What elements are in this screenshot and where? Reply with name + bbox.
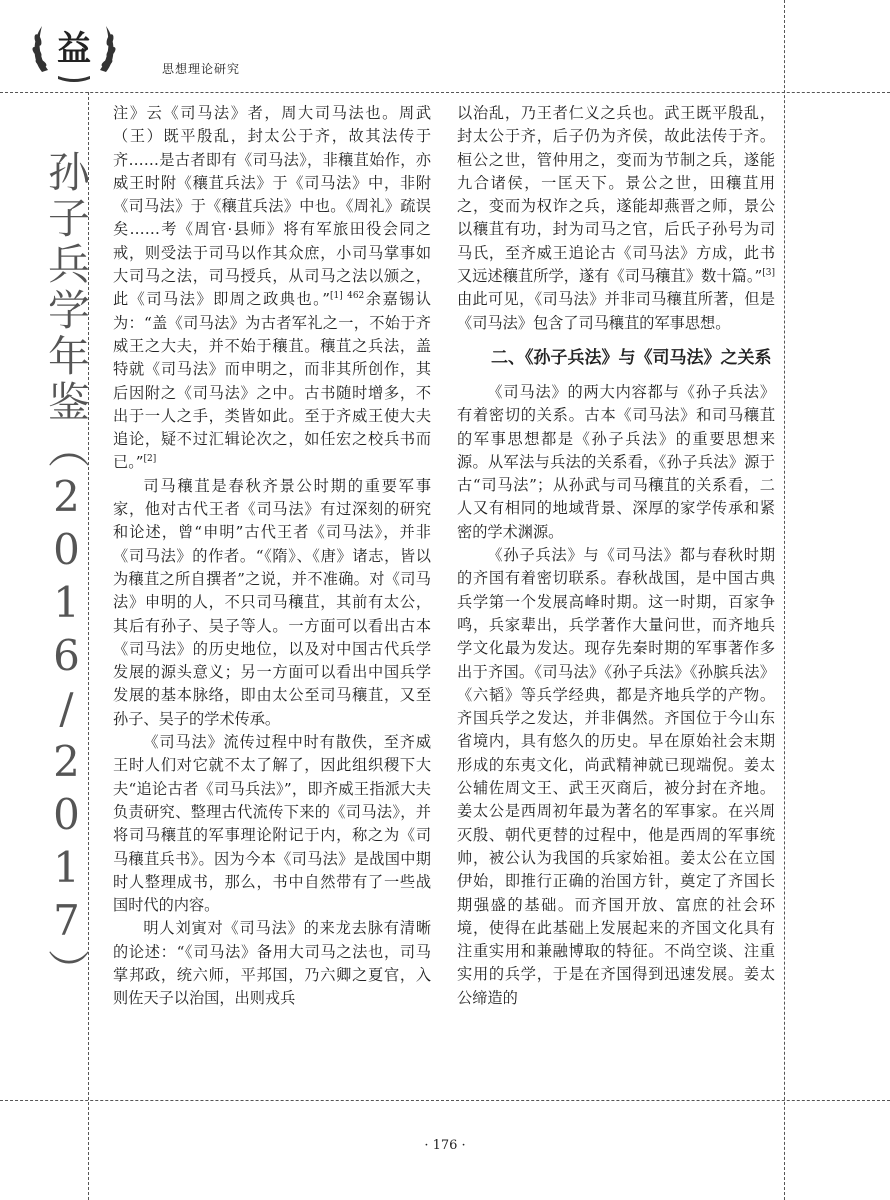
series-label: 思想理论研究 — [162, 62, 241, 76]
citation-ref: [3] — [762, 268, 775, 279]
right-text-column — [457, 102, 775, 1010]
right-margin-line — [784, 0, 785, 1200]
paragraph: 《司马法》的两大内容都与《孙子兵法》有着密切的关系。古本《司马法》和司马穰苴的军事思想都是《孙子兵法》的重要思想来源。从军法与兵法的关系看，《孙子兵法》源于古“司马法”；从孙武与司马穰苴的关系看，二人又有相同的地域背景、深厚的家学传承和紧密的学术渊源。 — [457, 382, 775, 541]
citation-ref: [2] — [143, 454, 157, 465]
paragraph: 以治乱，乃王者仁义之兵也。武王既平殷乱，封太公于齐，后子仍为齐侯，故此法传于齐。桓公之世，管仲用之，变而为节制之兵，遂能九合诸侯，一匡天下。景公之世，田穰苴用之，变而为权诈之兵，遂能却燕晋之师，景公以穰苴有功，封为司马之官，后氏子孙号为司马氏，至齐威王追论古《司马法》方成，此书又远述穰苴所学，遂有《司马穰苴》数十篇。”[3]由此可见，《司马法》并非司马穰苴所著，但是《司马法》包含了司马穰苴的军事思想。 — [457, 104, 775, 332]
vertical-book-title: 孙子兵学年鉴（2016/2017） — [42, 150, 91, 995]
citation-ref: [1] 462 — [330, 291, 365, 302]
header-divider — [0, 92, 890, 93]
paragraph: 《孙子兵法》与《司马法》都与春秋时期的齐国有着密切联系。春秋战国，是中国古典兵学第一个发展高峰时期。这一时期，百家争鸣，兵家辈出，兵学著作大量问世，而齐地兵学文化最为发达。现存先秦时期的军事著作多出于齐国。《司马法》《孙子兵法》《孙膑兵法》《六韬》等兵学经典，都是齐地兵学的产物。齐国兵学之发达，并非偶然。齐国位于今山东省境内，具有悠久的历史。早在原始社会末期形成的东夷文化，尚武精神就已现端倪。姜太公辅佐周文王、武王灭商后，被分封在齐地。姜太公是西周初年最为著名的军事家。在兴周灭殷、朝代更替的过程中，他是西周的军事统帅，被公认为我国的兵家始祖。姜太公在立国伊始，即推行正确的治国方针，奠定了齐国长期强盛的基础。而齐国开放、富庶的社会环境，使得在此基础上发展起来的齐国文化具有注重实用和兼融博取的特征。不尚空谈、注重实用的兵学，于是在齐国得到迅速发展。姜太公缔造的 — [457, 546, 775, 1007]
logo-glyph: 益 — [57, 29, 91, 69]
paragraph: 司马穰苴是春秋齐景公时期的重要军事家，他对古代王者《司马法》有过深刻的研究和论述，曾“申明”古代王者《司马法》，并非《司马法》的作者。“《隋》、《唐》诸志，皆以为穰苴之所自撰者”之说，并不准确。对《司马法》申明的人，不只司马穰苴，其前有太公，其后有孙子、吴子等人。一方面可以看出古本《司马法》的历史地位，以及对中国古代兵学发展的源头意义；另一方面可以看出中国兵学发展的基本脉络，即由太公至司马穰苴，又至孙子、吴子的学术传承。 — [113, 476, 431, 728]
paragraph: 注》云《司马法》者，周大司马法也。周武（王）既平殷乱，封太公于齐，故其法传于齐……是古者即有《司马法》，非穰苴始作，亦威王时附《穰苴兵法》于《司马法》中，非附《司马法》于《穰苴兵法》中也。《周礼》疏误矣……考《周官·县师》将有军旅田役会同之戒，则受法于司马以作其众庶，小司马掌事如大司马之法，司马授兵，从司马之法以颁之，此《司马法》即周之政典也。”$^{[1] 462}$余嘉锡认为：“盖《司马法》为古者军礼之一，不始于齐威王之大夫，并不始于穰苴。穰苴之兵法，盖特就《司马法》而申明之，而非其所创作，其后因附之《司马法》之中。古书随时增多，不出于一人之手，类皆如此。至于齐威王使大夫追论，疑不过汇辑论次之，如任宏之校兵书而已。”[2] — [113, 104, 431, 472]
left-text-column — [113, 102, 431, 1011]
journal-logo — [28, 10, 120, 82]
paragraph: 《司马法》流传过程中时有散佚，至齐威王时人们对它就不太了解了，因此组织稷下大夫“追论古者《司马兵法》”，即齐威王指派大夫负责研究、整理古代流传下来的《司马法》，并将司马穰苴的军事理论附记于内，称之为《司马穰苴兵书》。因为今本《司马法》是战国中期时人整理成书，那么，书中自然带有了一些战国时代的内容。 — [113, 733, 431, 915]
page-number: · 176 · — [424, 1138, 466, 1153]
paragraph: 明人刘寅对《司马法》的来龙去脉有清晰的论述：“《司马法》备用大司马之法也，司马掌邦政，统六师，平邦国，乃六卿之夏官，入则佐天子以治国，出则戎兵 — [113, 919, 431, 1008]
section-heading: 二、《孙子兵法》与《司马法》之关系 — [491, 347, 772, 368]
footer-divider — [0, 1100, 890, 1101]
